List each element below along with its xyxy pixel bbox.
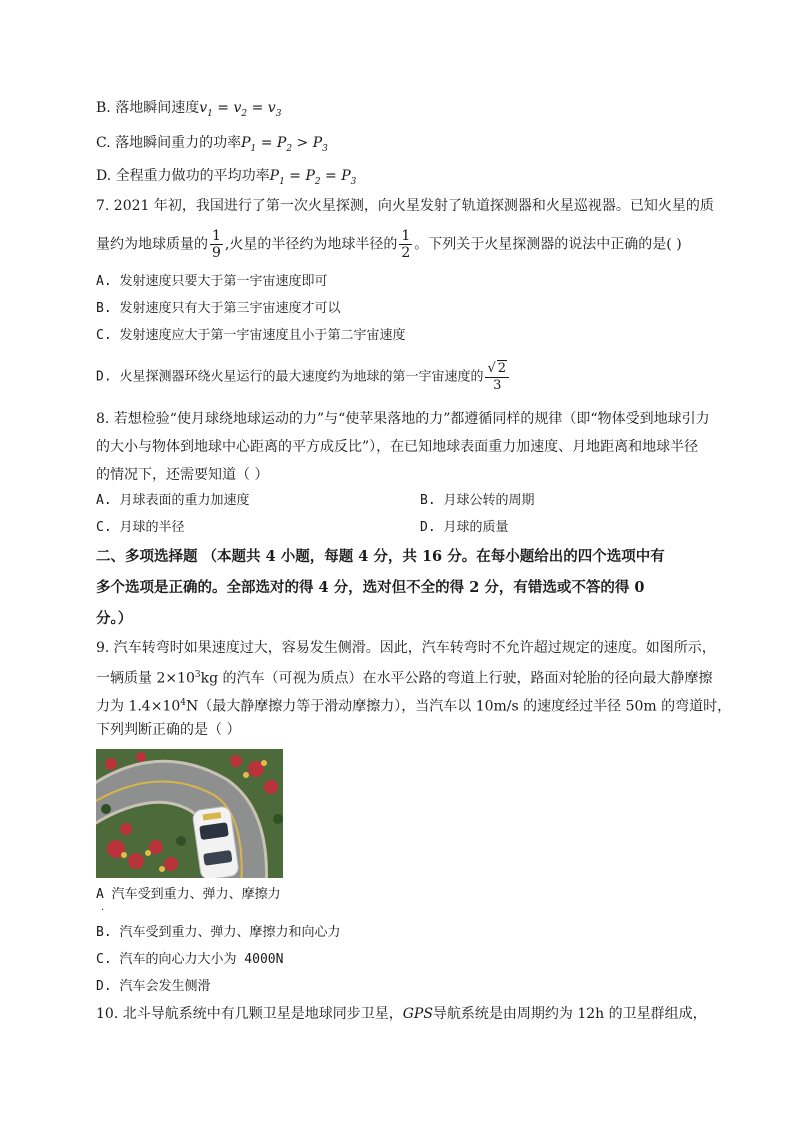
car-on-curve-photo bbox=[96, 749, 283, 878]
q9-option-c: C. 汽车的向心力大小为 4000N bbox=[96, 952, 284, 967]
q7-stem-line2: 量约为地球质量的 $\frac{1}{9}$ ,火星的半径约为地球半径的 $\frac{1}{2}$ 。下列关于火星探测器的说法中正确的是( ) bbox=[96, 228, 682, 261]
q7-option-a: A. 发射速度只要大于第一宇宙速度即可 bbox=[96, 274, 328, 289]
q8-option-b: B. 月球公转的周期 bbox=[420, 493, 535, 508]
fraction-one-ninth: $\frac{1}{9}$ bbox=[212, 228, 221, 261]
q9-option-b: B. 汽车受到重力、弹力、摩擦力和向心力 bbox=[96, 925, 341, 940]
q9-option-a: A 汽车受到重力、弹力、摩擦力 bbox=[96, 887, 281, 902]
power-equation-c: $P_1 = P_2 > P_3$ bbox=[241, 135, 328, 154]
q8-stem-line1: 8. 若想检验“使月球绕地球运动的力”与“使苹果落地的力”都遵循同样的规律（即“物体受到地球引力 bbox=[96, 411, 710, 427]
option-a-dot-mark: . bbox=[101, 902, 105, 913]
power-equation-d: $P_1 = P_2 = P_3$ bbox=[269, 168, 357, 187]
q6-option-d: D. 全程重力做功的平均功率$P_1 = P_2 = P_3$ bbox=[96, 168, 357, 187]
section2-header-line3: 分。） bbox=[96, 610, 133, 627]
q10-stem-line1: 10. 北斗导航系统中有几颗卫星是地球同步卫星，GPS导航系统是由周期约为 12h 的卫星群组成， bbox=[96, 1006, 707, 1022]
q9-stem-line3: 力为 $1.4\times 10^4N$（最大静摩擦力等于滑动摩擦力），当汽车以 10m/s 的速度经过半径 50m 的弯道时， bbox=[96, 698, 732, 715]
q9-stem-line1: 9. 汽车转弯时如果速度过大，容易发生侧滑。因此，汽车转弯时不允许超过规定的速度。如图所示， bbox=[96, 640, 716, 656]
velocity-equation: $v_1 = v_2 = v_3$ bbox=[199, 100, 282, 119]
section2-header-line2: 多个选项是正确的。全部选对的得 4 分，选对但不全的得 2 分，有错选或不答的得 0 bbox=[96, 579, 645, 596]
car-curve-illustration bbox=[96, 749, 283, 878]
q9-option-d: D. 汽车会发生侧滑 bbox=[96, 979, 211, 994]
q6-option-c: C. 落地瞬间重力的功率$P_1 = P_2 > P_3$ bbox=[96, 135, 328, 154]
q8-stem-line3: 的情况下，还需要知道（ ） bbox=[96, 467, 269, 483]
section2-header-line1: 二、多项选择题 （本题共 4 小题，每题 4 分，共 16 分。在每小题给出的四个选项中有 bbox=[96, 548, 665, 565]
q8-stem-line2: 的大小与物体到地球中心距离的平方成反比”），在已知地球表面重力加速度、月地距离和地球半径 bbox=[96, 439, 699, 455]
q9-stem-line4: 下列判断正确的是（ ） bbox=[96, 722, 241, 738]
q7-option-c: C. 发射速度应大于第一宇宙速度且小于第二宇宙速度 bbox=[96, 328, 406, 343]
q7-stem-line1: 7. 2021 年初，我国进行了第一次火星探测，向火星发射了轨道探测器和火星巡视器。已知火星的质 bbox=[96, 198, 714, 214]
q8-option-a: A. 月球表面的重力加速度 bbox=[96, 493, 250, 508]
q8-option-d: D. 月球的质量 bbox=[420, 520, 509, 535]
q6-option-b: B. 落地瞬间速度$v_1 = v_2 = v_3$ bbox=[96, 100, 282, 119]
q7-option-d: D. 火星探测器环绕火星运行的最大速度约为地球的第一宇宙速度的 $\frac{√ 2}{3}$ bbox=[96, 360, 511, 394]
q9-stem-line2: 一辆质量 $2\times 10^3kg$ 的汽车（可视为质点）在水平公路的弯道上行驶，路面对轮胎的径向最大静摩擦 bbox=[96, 670, 713, 687]
q8-option-c: C. 月球的半径 bbox=[96, 520, 185, 535]
fraction-sqrt2-over-3: $\frac{√ 2}{3}$ bbox=[485, 360, 509, 394]
q7-option-b: B. 发射速度只有大于第三宇宙速度才可以 bbox=[96, 301, 341, 316]
fraction-one-half: $\frac{1}{2}$ bbox=[401, 228, 411, 261]
